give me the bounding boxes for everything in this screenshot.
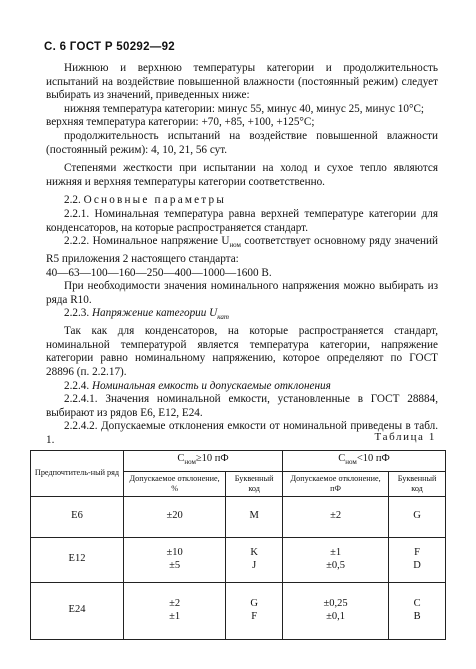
header-dev-pct: Допускаемое отклонение, % [124, 471, 226, 496]
paragraph-severity: Степенями жесткости при испытании на холод и сухое тепло являются нижняя и верхняя температуры категории соответственно. [46, 162, 438, 188]
symbol: C [177, 453, 185, 464]
symbol: C [338, 453, 346, 464]
table-header-row [31, 451, 446, 472]
paragraph-2-2-4-1: 2.2.4.1. Значения номинальной емкости, установленные в ГОСТ 28884, выбирают из рядов E6, E12, E24. [46, 393, 438, 419]
header-code1: Буквенный код [226, 471, 283, 496]
value-line: ±1 [330, 547, 342, 559]
value-line: ±10 [166, 547, 183, 559]
value-line: B [413, 610, 421, 622]
table-row [31, 496, 446, 537]
paragraph-2-2-3: Так как для конденсаторов, на которые распространяется стандарт, номинальной температурой является температура категории, напряжение категории равно номинальному напряжению, которое определяют по ГОСТ 28896 (п. 2.2.17). [46, 325, 438, 378]
value-line: C [413, 598, 421, 610]
cell-series: E12 [31, 537, 124, 582]
cell-code1 [226, 582, 283, 639]
value-line: ±0,1 [326, 610, 346, 622]
section-2-2-heading [46, 194, 438, 208]
paragraph-upper-temp: верхняя температура категории: +70, +85, +100, +125°С; [46, 116, 315, 129]
cell-pf: ±2 [283, 496, 389, 537]
tolerance-table [30, 450, 446, 640]
cell-pct: ±20 [124, 496, 226, 537]
value-line: F [251, 610, 258, 622]
paragraph-2-2-2 [46, 235, 438, 266]
paragraph-2-2-4-2: 2.2.4.2. Допускаемые отклонения емкости от номинальной приведены в табл. 1. [46, 420, 438, 446]
cell-series: E24 [31, 582, 124, 639]
cell-code1 [226, 537, 283, 582]
cell-series: E6 [31, 496, 124, 537]
paragraph-2-2-1: 2.2.1. Номинальная температура равна верхней температуре категории для конденсаторов, на которые распространяется стандарт. [46, 207, 438, 234]
voltage-series: 40—63—100—160—250—400—1000—1600 В. [46, 266, 272, 279]
value-line: D [413, 559, 421, 571]
header-group-ge10 [124, 451, 283, 472]
cell-pf [283, 537, 389, 582]
subscript: ном [229, 241, 241, 250]
cell-code2: G [389, 496, 446, 537]
section-number: 2.2.3. [64, 307, 90, 320]
text-part: ≥10 пФ [195, 453, 229, 464]
cell-pct [124, 537, 226, 582]
value-line: ±0,25 [323, 598, 348, 610]
paragraph-lower-temp: нижняя температура категории: минус 55, минус 40, минус 25, минус 10°С; [64, 102, 425, 115]
text-part: <10 пФ [356, 453, 390, 464]
body-text [46, 62, 438, 448]
paragraph-category-temps: Нижнюю и верхнюю температуры категории и продолжительность испытаний на воздействие повышенной влажности (постоянный режим) следует выбирать из значений, приведенных ниже: [46, 62, 438, 102]
page-header: С. 6 ГОСТ Р 50292—92 [44, 41, 175, 53]
cell-pf [283, 582, 389, 639]
subscript: кат [217, 313, 229, 322]
cell-code2 [389, 537, 446, 582]
value-line: J [252, 559, 257, 571]
value-line: ±5 [169, 559, 181, 571]
section-2-2-4-heading [46, 380, 438, 394]
value-line: ±1 [169, 610, 181, 622]
value-line: G [250, 598, 258, 610]
paragraph-r10: При необходимости значения номинального напряжения можно выбирать из ряда R10. [46, 280, 438, 306]
text-part: соответствует основному ряду значений R5 приложения 2 настоящего стандарта: [46, 235, 439, 265]
section-2-2-3-heading [46, 307, 438, 325]
header-code2: Буквенный код [389, 471, 446, 496]
header-group-lt10 [283, 451, 446, 472]
subscript: ном [345, 458, 357, 467]
header-dev-pf: Допускаемое отклонение, пФ [283, 471, 389, 496]
table-row [31, 537, 446, 582]
value-line: ±0,5 [326, 559, 346, 571]
header-series: Предпочтитель-ный ряд [31, 451, 124, 497]
value-line: ±2 [169, 598, 181, 610]
table-label: Таблица 1 [374, 431, 436, 443]
text-part: 2.2.2. Номинальное напряжение U [64, 235, 230, 248]
value-line: F [414, 547, 420, 559]
section-title: Номинальная емкость и допускаемые отклонения [91, 379, 331, 392]
cell-code2 [389, 582, 446, 639]
section-title: Напряжение категории U [91, 307, 218, 320]
section-number: 2.2. [64, 194, 81, 207]
cell-code1: M [226, 496, 283, 537]
section-number: 2.2.4. [64, 379, 90, 392]
subscript: ном [184, 458, 196, 467]
cell-pct [124, 582, 226, 639]
paragraph-humidity-duration: продолжительность испытаний на воздействие повышенной влажности (постоянный режим): 4, 10, 21, 56 сут. [46, 129, 438, 156]
value-line: K [250, 547, 258, 559]
table-row [31, 582, 446, 639]
section-title: Основные параметры [83, 194, 227, 207]
